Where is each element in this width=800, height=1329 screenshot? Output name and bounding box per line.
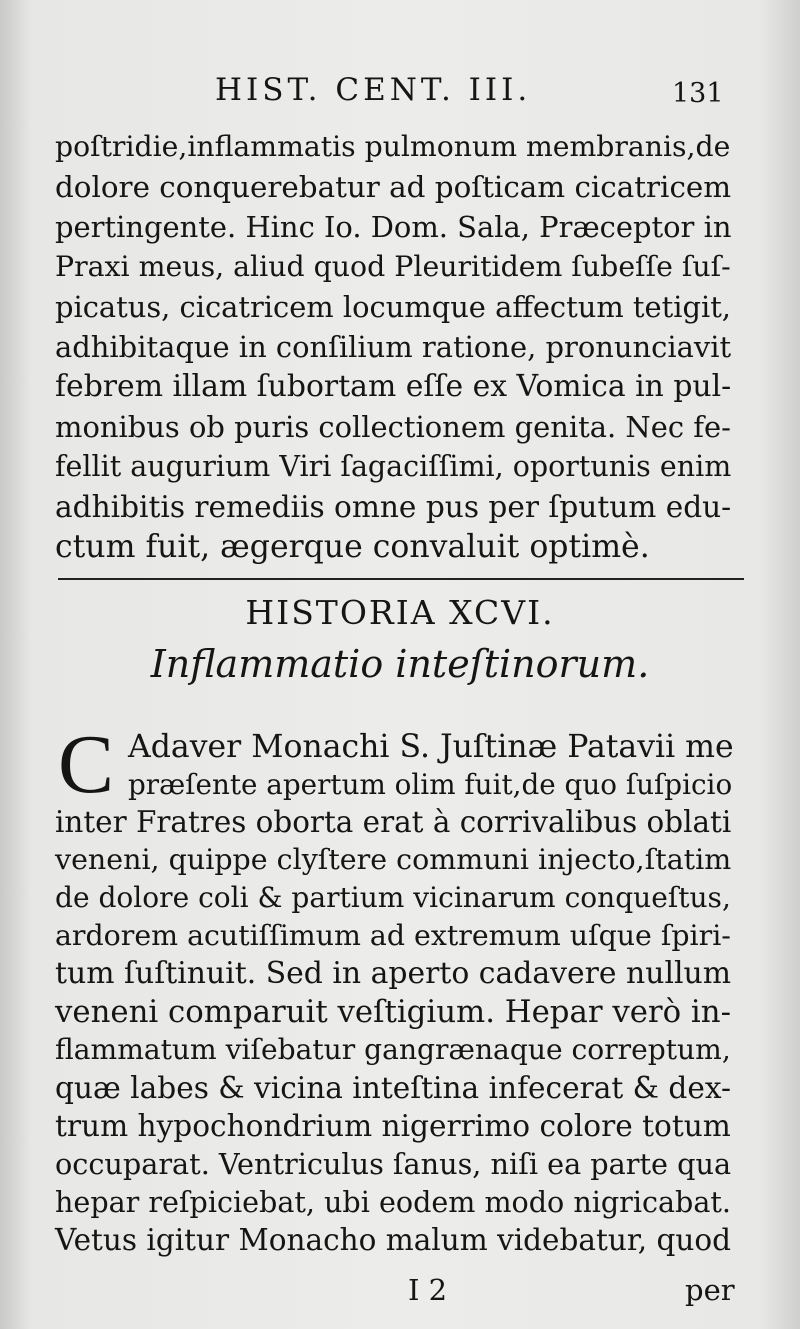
text-line: tum ſuſtinuit. Sed in aperto cadavere nullum [55,956,732,991]
text-line: pertingente. Hinc Io. Dom. Sala, Præceptor in [55,210,732,244]
text-line: monibus ob puris collectionem genita. Nec fe- [55,410,731,444]
text-line: veneni comparuit veſtigium. Hepar verò in- [55,994,731,1030]
text-line: trum hypochondrium nigerrimo colore totum [55,1109,731,1143]
text-line: febrem illam ſubortam eſſe ex Vomica in pul- [55,369,732,404]
text-line: Praxi meus, aliud quod Pleuritidem ſubeſſe ſuſ- [55,250,731,283]
text-line: inter Fratres oborta erat à corrivalibus oblati [55,805,732,839]
text-line: flammatum viſebatur gangrænaque correptum, [55,1033,731,1066]
text-line: picatus, cicatricem locumque affectum tetigit, [55,290,731,324]
signature-mark: I 2 [408,1273,448,1307]
text-line: dolore conquerebatur ad poſticam cicatricem [55,170,732,204]
text-line: hepar reſpiciebat, ubi eodem modo nigricabat. [55,1185,731,1219]
section-subtitle: Inflammatio inteſtinorum. [150,642,650,686]
text-line: occuparat. Ventriculus ſanus, niſi ea parte qua [55,1147,732,1181]
text-line: ctum fuit, ægerque convaluit optimè. [55,529,650,565]
text-line: ardorem acutiſſimum ad extremum uſque ſpiri- [55,919,731,952]
section-heading: HISTORIA XCVI. [245,593,555,632]
text-line: præſente apertum olim fuit,de quo ſuſpicio [128,768,733,801]
running-title: HIST. CENT. III. [215,72,532,108]
section-divider [58,578,744,580]
text-line: quæ labes & vicina inteſtina infecerat & dex- [55,1071,732,1105]
page-number: 131 [672,78,724,109]
text-line: Adaver Monachi S. Juſtinæ Patavii me [128,729,734,765]
catchword: per [685,1273,735,1307]
text-line: de dolore coli & partium vicinarum conqueſtus, [55,881,731,914]
text-line: adhibitaque in conſilium ratione, pronunciavit [55,330,732,364]
text-line: Vetus igitur Monacho malum videbatur, quod [55,1223,731,1257]
text-line: poſtridie,inflammatis pulmonum membranis,de [55,130,731,163]
text-line: adhibitis remediis omne pus per ſputum edu- [55,490,732,524]
text-line: fellit augurium Viri ſagaciſſimi, oportunis enim [55,450,732,483]
drop-cap: C [58,718,115,811]
text-line: veneni, quippe clyſtere communi injecto,ſtatim [55,843,732,876]
